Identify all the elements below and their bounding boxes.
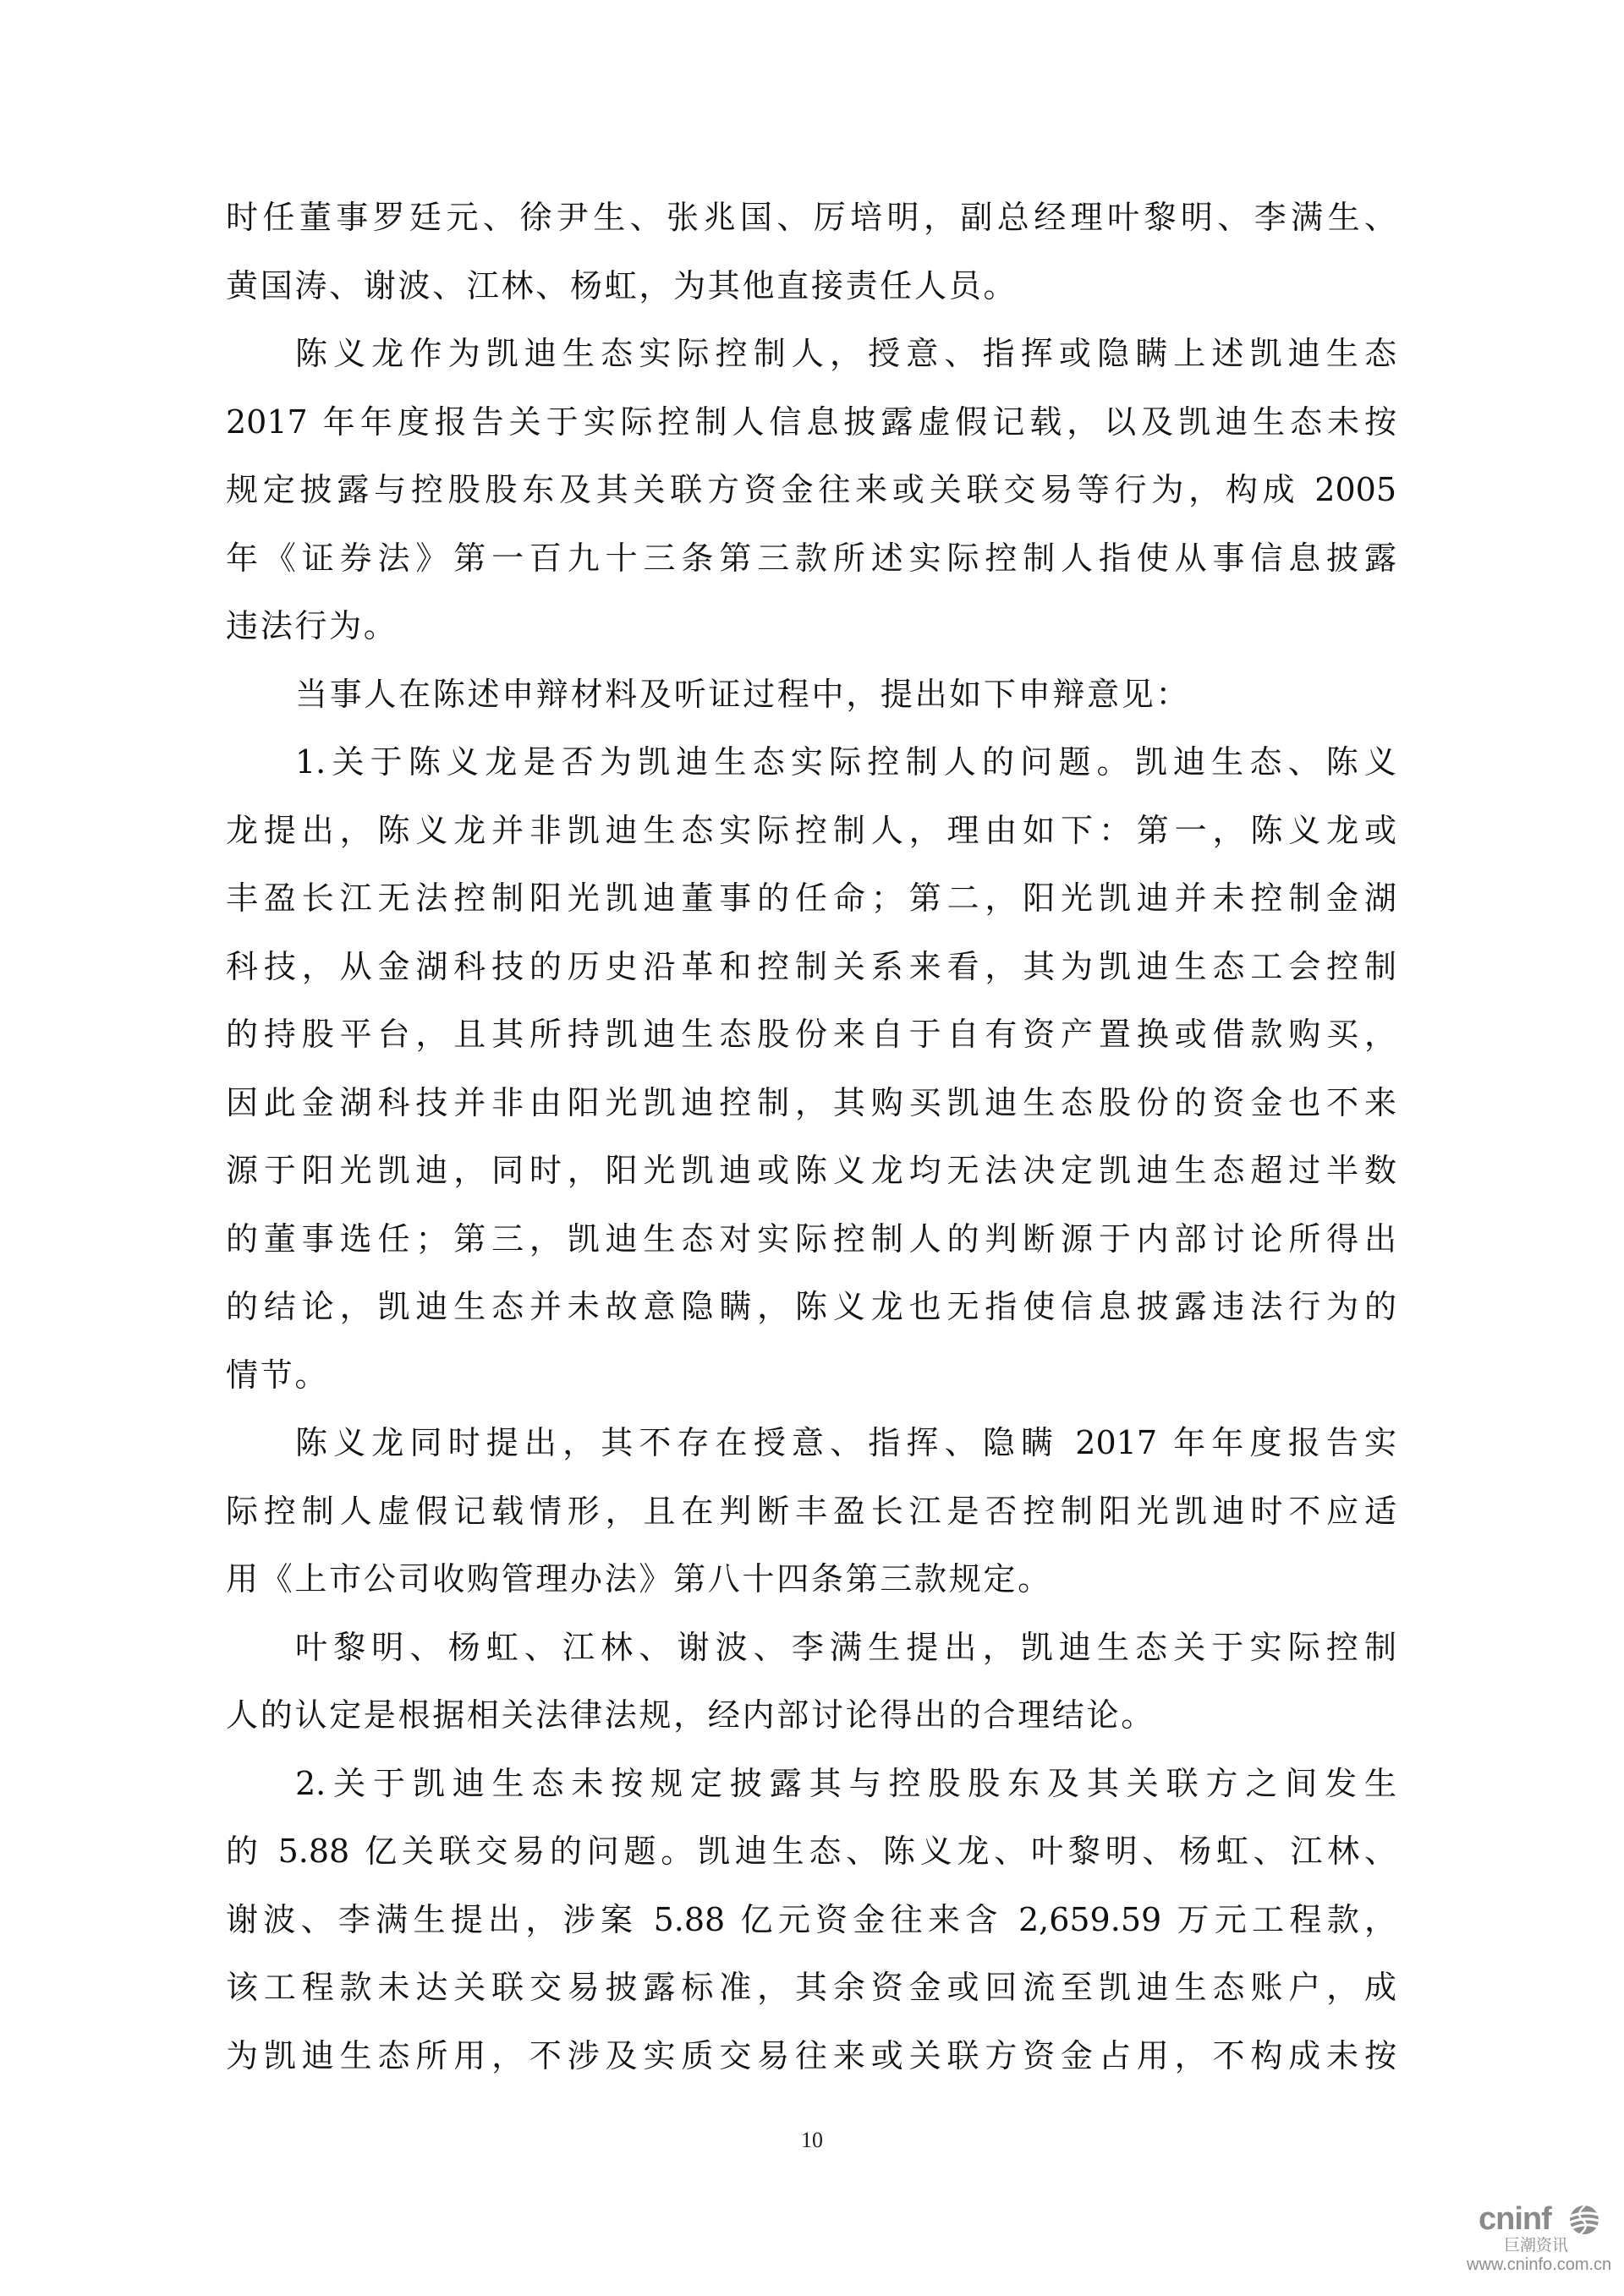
text-line: 龙提出，陈义龙并非凯迪生态实际控制人，理由如下：第一，陈义龙或 (226, 811, 1396, 849)
text-line: 科技，从金湖科技的历史沿革和控制关系来看，其为凯迪生态工会控制 (226, 947, 1396, 985)
text-line: 黄国涛、谢波、江林、杨虹，为其他直接责任人员。 (226, 266, 1018, 304)
text-line: 当事人在陈述申辩材料及听证过程中，提出如下申辩意见： (295, 675, 1191, 713)
text-line: 2.关于凯迪生态未按规定披露其与控股股东及其关联方之间发生 (295, 1764, 1396, 1802)
text-line: 违法行为。 (226, 607, 398, 644)
text-line: 用《上市公司收购管理办法》第八十四条第三款规定。 (226, 1560, 1052, 1597)
text-line: 的结论，凯迪生态并未故意隐瞒，陈义龙也无指使信息披露违法行为的 (226, 1288, 1396, 1325)
text-line: 谢波、李满生提出，涉案 5.88 亿元资金往来含 2,659.59 万元工程款， (226, 1900, 1396, 1938)
text-line: 年《证券法》第一百九十三条第三款所述实际控制人指使从事信息披露 (226, 539, 1396, 577)
text-line: 2017 年年度报告关于实际控制人信息披露虚假记载，以及凯迪生态未按 (226, 403, 1396, 441)
watermark-url: www.cninfo.com.cn (1467, 2255, 1612, 2274)
text-line: 因此金湖科技并非由阳光凯迪控制，其购买凯迪生态股份的资金也不来 (226, 1083, 1396, 1121)
text-line: 规定披露与控股股东及其关联方资金往来或关联交易等行为，构成 2005 (226, 471, 1396, 508)
watermark-brand: cninf (1479, 2201, 1551, 2237)
cninfo-watermark (1463, 2199, 1624, 2283)
text-line: 丰盈长江无法控制阳光凯迪董事的任命；第二，阳光凯迪并未控制金湖 (226, 879, 1396, 917)
text-line: 源于阳光凯迪，同时，阳光凯迪或陈义龙均无法决定凯迪生态超过半数 (226, 1152, 1396, 1189)
text-line: 际控制人虚假记载情形，且在判断丰盈长江是否控制阳光凯迪时不应适 (226, 1492, 1396, 1530)
text-line: 1.关于陈义龙是否为凯迪生态实际控制人的问题。凯迪生态、陈义 (295, 743, 1396, 781)
text-line: 陈义龙作为凯迪生态实际控制人，授意、指挥或隐瞒上述凯迪生态 (295, 335, 1396, 372)
text-line: 陈义龙同时提出，其不存在授意、指挥、隐瞒 2017 年年度报告实 (295, 1424, 1396, 1461)
text-line: 为凯迪生态所用，不涉及实质交易往来或关联方资金占用，不构成未按 (226, 2036, 1396, 2074)
text-line: 情节。 (226, 1356, 330, 1394)
text-line: 的 5.88 亿关联交易的问题。凯迪生态、陈义龙、叶黎明、杨虹、江林、 (226, 1833, 1396, 1870)
cninfo-globe-icon (1568, 2204, 1600, 2236)
text-line: 的董事选任；第三，凯迪生态对实际控制人的判断源于内部讨论所得出 (226, 1219, 1396, 1258)
text-line: 叶黎明、杨虹、江林、谢波、李满生提出，凯迪生态关于实际控制 (295, 1628, 1396, 1666)
document-body (226, 188, 1396, 2094)
watermark-chinese-name: 巨潮资讯 (1504, 2236, 1569, 2255)
text-line: 时任董事罗廷元、徐尹生、张兆国、厉培明，副总经理叶黎明、李满生、 (226, 199, 1396, 236)
text-line: 该工程款未达关联交易披露标准，其余资金或回流至凯迪生态账户，成 (226, 1969, 1396, 2006)
text-line: 的持股平台，且其所持凯迪生态股份来自于自有资产置换或借款购买， (226, 1016, 1396, 1053)
text-line: 人的认定是根据相关法律法规，经内部讨论得出的合理结论。 (226, 1696, 1155, 1734)
page-number: 10 (801, 2128, 823, 2152)
